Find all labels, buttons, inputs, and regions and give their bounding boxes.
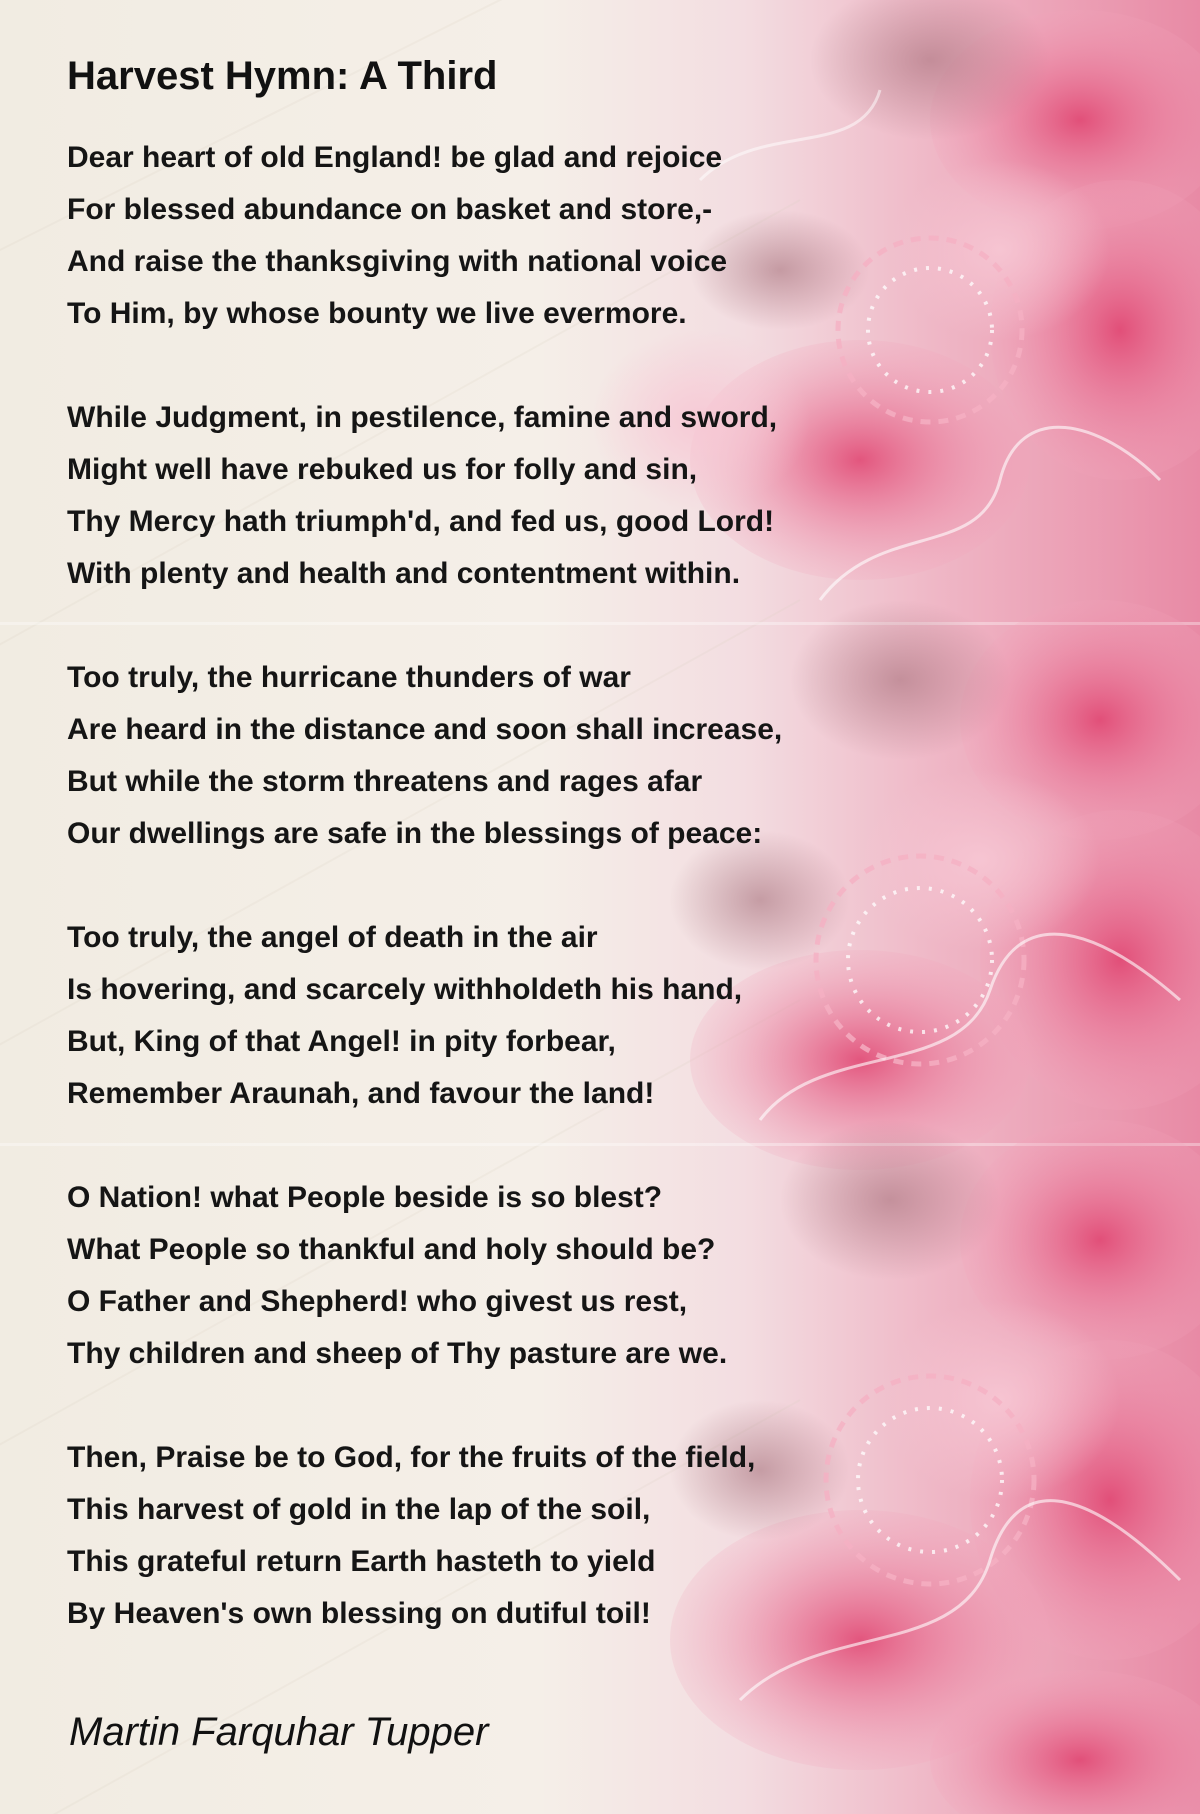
poem-container	[67, 44, 1067, 1640]
poem-line: While Judgment, in pestilence, famine and sword,	[67, 401, 778, 434]
stanza-6	[67, 1432, 1067, 1640]
poem-line: Then, Praise be to God, for the fruits of the field,	[67, 1441, 756, 1474]
poem-line: But while the storm threatens and rages afar	[67, 765, 703, 798]
poem-line: But, King of that Angel! in pity forbear,	[67, 1025, 616, 1058]
stanza-5	[67, 1172, 1067, 1380]
poem-line: Our dwellings are safe in the blessings of peace:	[67, 817, 763, 850]
stanza-gap	[67, 860, 1067, 912]
stanza-gap	[67, 1120, 1067, 1172]
poem-line: Thy Mercy hath triumph'd, and fed us, good Lord!	[67, 505, 775, 538]
poem-line: By Heaven's own blessing on dutiful toil!	[67, 1597, 651, 1630]
poem-line: Is hovering, and scarcely withholdeth his hand,	[67, 973, 743, 1006]
stanza-gap	[67, 600, 1067, 652]
stanza-4	[67, 912, 1067, 1120]
stanza-2	[67, 392, 1067, 600]
poem-line: This grateful return Earth hasteth to yield	[67, 1545, 656, 1578]
stanza-1	[67, 132, 1067, 340]
poem-line: O Father and Shepherd! who givest us rest,	[67, 1285, 688, 1318]
stanza-gap	[67, 340, 1067, 392]
poem-line: For blessed abundance on basket and store,-	[67, 193, 713, 226]
stanza-gap	[67, 1380, 1067, 1432]
poem-line: What People so thankful and holy should be?	[67, 1233, 716, 1266]
poem-line: Too truly, the hurricane thunders of war	[67, 661, 631, 694]
poem-line: Thy children and sheep of Thy pasture are we.	[67, 1337, 728, 1370]
poem-line: Remember Araunah, and favour the land!	[67, 1077, 655, 1110]
poem-line: Are heard in the distance and soon shall increase,	[67, 713, 783, 746]
poem-line: This harvest of gold in the lap of the soil,	[67, 1493, 651, 1526]
poem-line: Dear heart of old England! be glad and rejoice	[67, 141, 723, 174]
stanza-3	[67, 652, 1067, 860]
poem-title: Harvest Hymn: A Third	[67, 54, 498, 98]
poem-line: To Him, by whose bounty we live evermore.	[67, 297, 687, 330]
poem-author: Martin Farquhar Tupper	[69, 1710, 489, 1754]
poem-line: Might well have rebuked us for folly and sin,	[67, 453, 698, 486]
poem-line: With plenty and health and contentment within.	[67, 557, 741, 590]
poem-line: Too truly, the angel of death in the air	[67, 921, 598, 954]
poem-line: O Nation! what People beside is so blest?	[67, 1181, 663, 1214]
poem-line: And raise the thanksgiving with national voice	[67, 245, 728, 278]
